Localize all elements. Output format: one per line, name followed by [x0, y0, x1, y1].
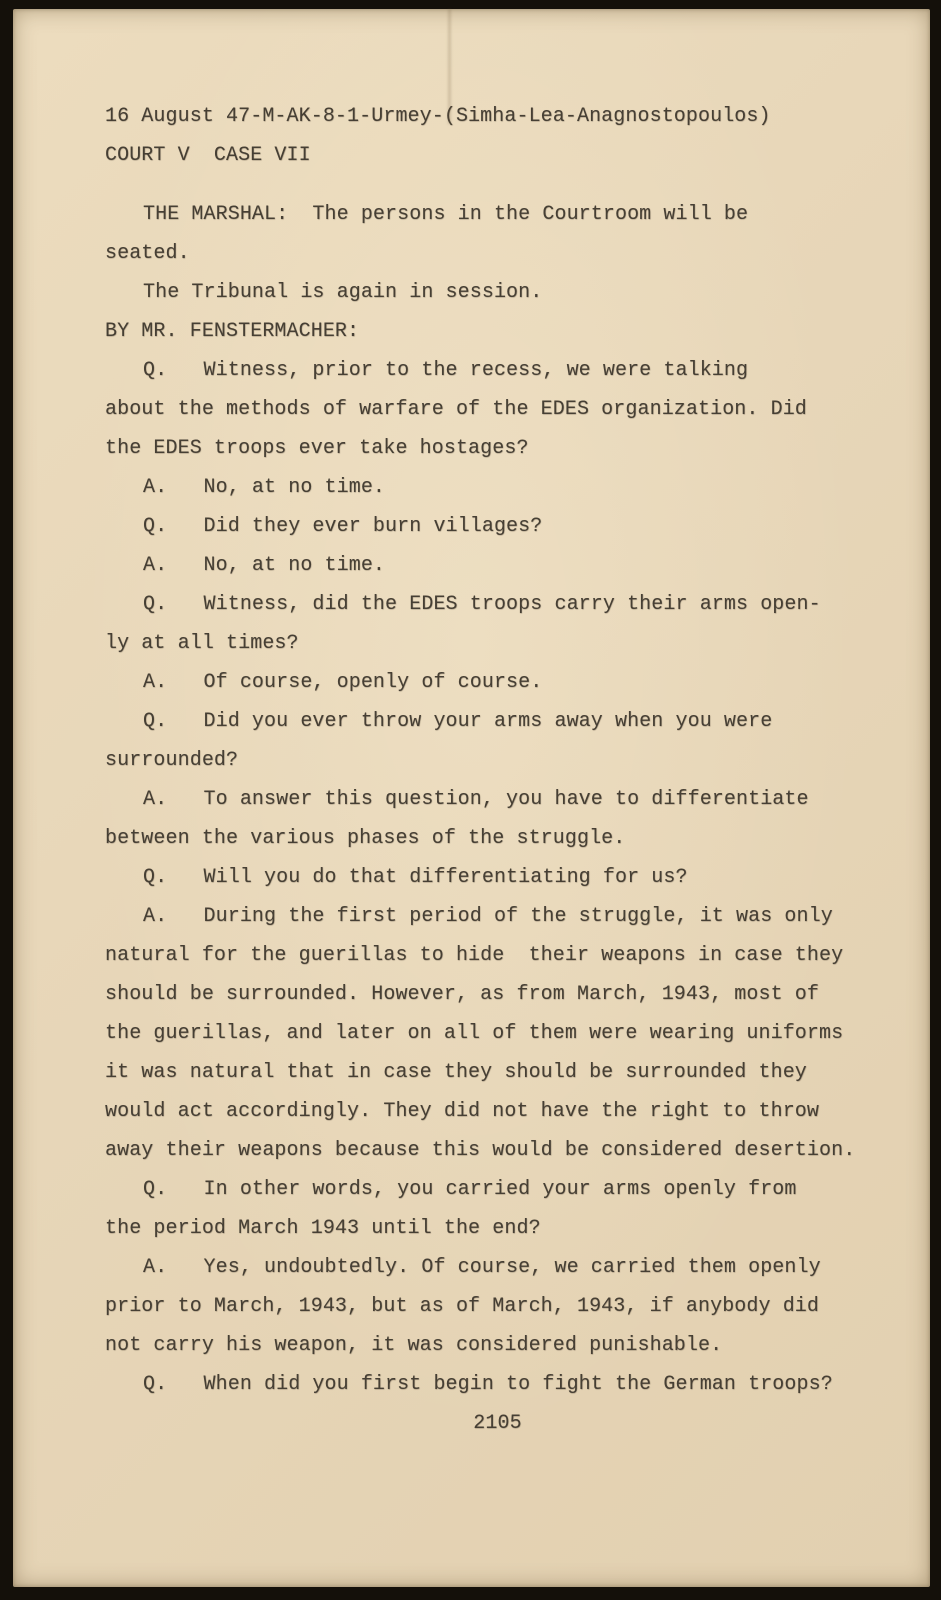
document-line: A. During the first period of the struggle, it was only	[143, 905, 833, 928]
document-header	[105, 97, 890, 175]
document-body	[105, 195, 890, 1404]
document-line: A. Yes, undoubtedly. Of course, we carried them openly	[143, 1256, 821, 1279]
document-line: the guerillas, and later on all of them were wearing uniforms	[105, 1022, 844, 1045]
document-line: seated.	[105, 242, 190, 265]
document-line: The Tribunal is again in session.	[143, 281, 543, 304]
document-line: BY MR. FENSTERMACHER:	[105, 320, 360, 343]
document-line: the period March 1943 until the end?	[105, 1217, 541, 1240]
document-header-line: 16 August 47-M-AK-8-1-Urmey-(Simha-Lea-Anagnostopoulos)	[105, 105, 771, 128]
document-line: A. No, at no time.	[143, 554, 386, 577]
document-line: Q. Did you ever throw your arms away when you were	[143, 710, 773, 733]
paper-crease-mark	[448, 9, 451, 124]
document-line: Q. When did you first begin to fight the German troops?	[143, 1373, 833, 1396]
document-line: should be surrounded. However, as from March, 1943, most of	[105, 983, 820, 1006]
document-line: Q. In other words, you carried your arms openly from	[143, 1178, 797, 1201]
document-line: THE MARSHAL: The persons in the Courtroom will be	[143, 203, 749, 226]
document-line: natural for the guerillas to hide their weapons in case they	[105, 944, 844, 967]
document-line: prior to March, 1943, but as of March, 1943, if anybody did	[105, 1295, 820, 1318]
document-line: about the methods of warfare of the EDES organization. Did	[105, 398, 807, 421]
page-number: 2105	[473, 1412, 522, 1435]
document-line: ly at all times?	[105, 632, 299, 655]
document-line: it was natural that in case they should be surrounded they	[105, 1061, 807, 1084]
document-line: between the various phases of the struggle.	[105, 827, 626, 850]
document-line: Q. Witness, did the EDES troops carry their arms open-	[143, 593, 821, 616]
document-line: A. To answer this question, you have to differentiate	[143, 788, 809, 811]
document-line: A. Of course, openly of course.	[143, 671, 543, 694]
document-line: A. No, at no time.	[143, 476, 386, 499]
document-line: not carry his weapon, it was considered punishable.	[105, 1334, 723, 1357]
document-line: would act accordingly. They did not have the right to throw	[105, 1100, 820, 1123]
document-line: away their weapons because this would be considered desertion.	[105, 1139, 856, 1162]
document-line: surrounded?	[105, 749, 239, 772]
document-case-line: COURT V CASE VII	[105, 144, 311, 167]
document-line: the EDES troops ever take hostages?	[105, 437, 529, 460]
document-page	[13, 9, 930, 1587]
document-line: Q. Will you do that differentiating for us?	[143, 866, 688, 889]
document-line: Q. Did they ever burn villages?	[143, 515, 543, 538]
document-line: Q. Witness, prior to the recess, we were talking	[143, 359, 749, 382]
